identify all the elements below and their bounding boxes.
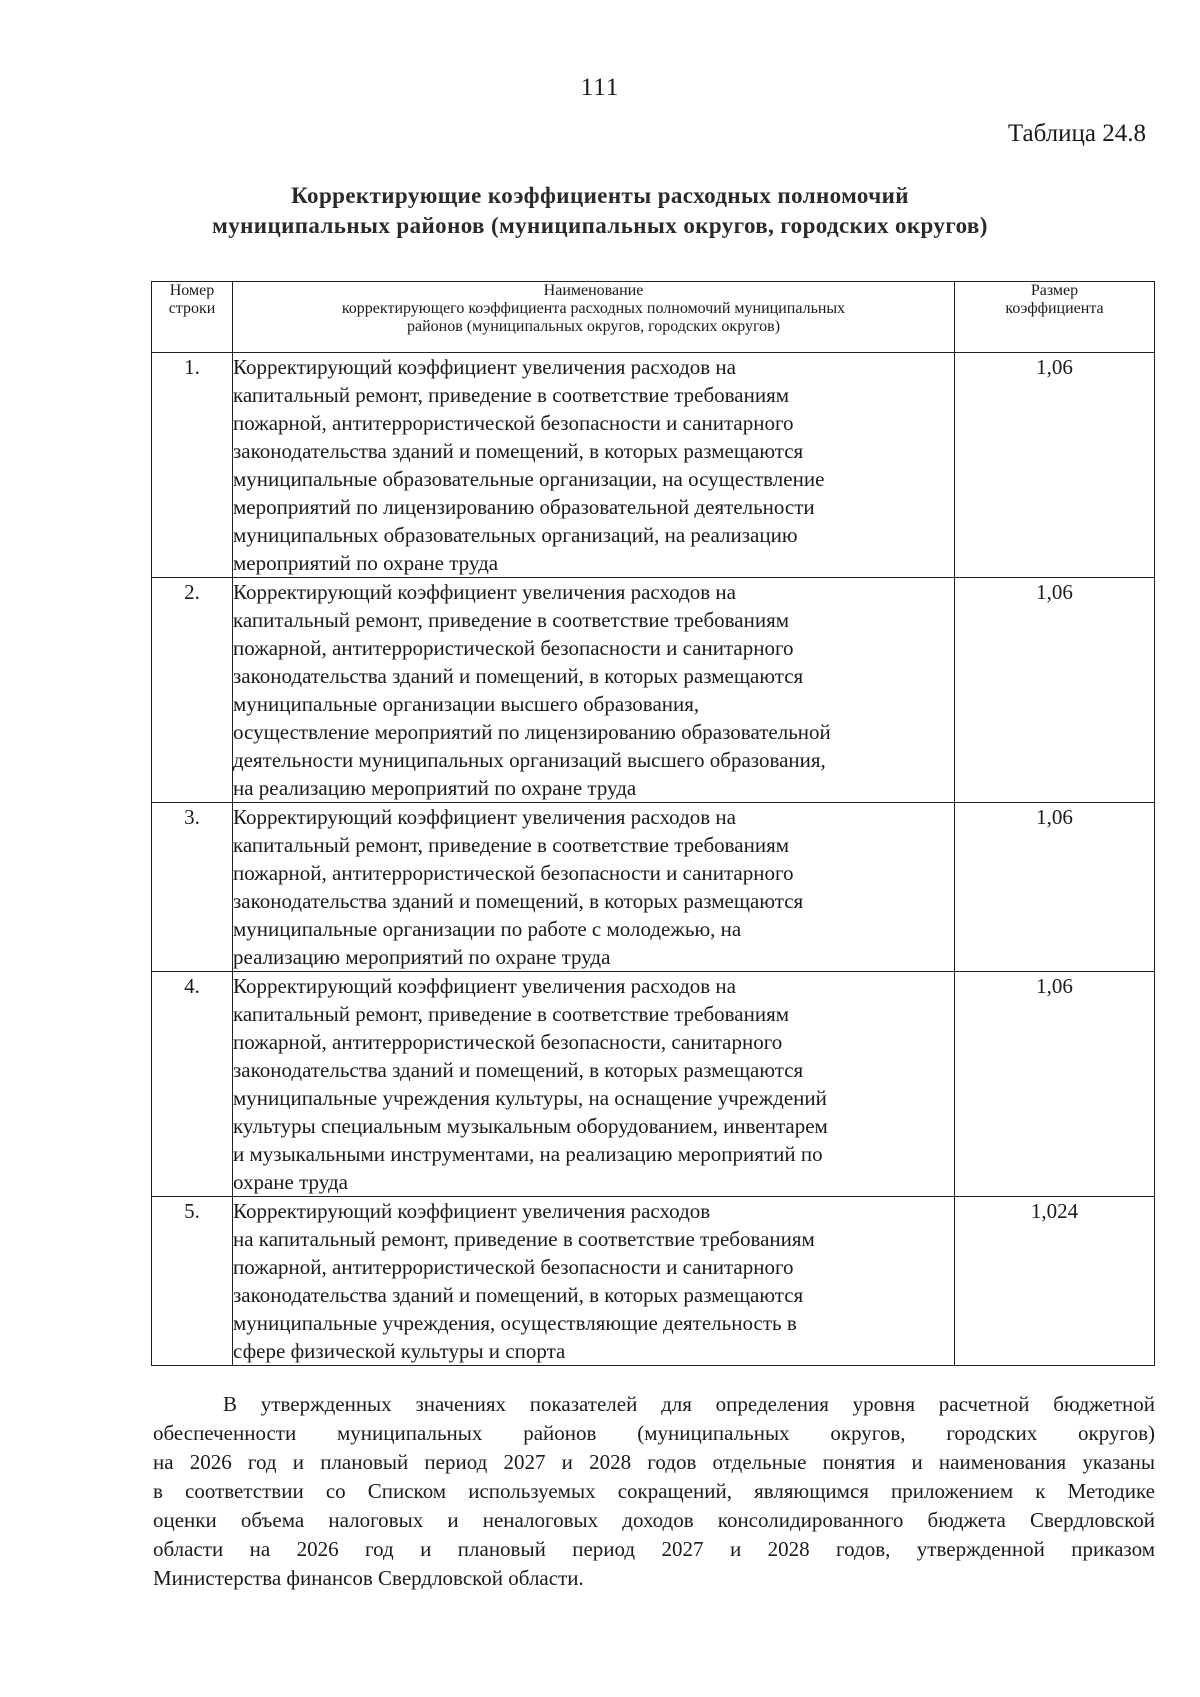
coefficient-name-line: Корректирующий коэффициент увеличения расходов xyxy=(233,1199,711,1223)
coefficient-name-line: муниципальные организации высшего образования, xyxy=(233,692,700,716)
coefficient-name-line: законодательства зданий и помещений, в которых размещаются xyxy=(233,664,804,688)
body-paragraph xyxy=(153,1390,1155,1593)
coefficient-name-line: законодательства зданий и помещений, в которых размещаются xyxy=(233,439,804,463)
coefficient-name-line: муниципальные учреждения культуры, на оснащение учреждений xyxy=(233,1086,827,1110)
coefficient-name-line: на капитальный ремонт, приведение в соответствие требованиям xyxy=(233,1227,815,1251)
header-text: Наименование xyxy=(543,282,644,299)
coefficient-name-line: капитальный ремонт, приведение в соответствие требованиям xyxy=(233,833,790,857)
coefficient-name-line: законодательства зданий и помещений, в которых размещаются xyxy=(233,1283,804,1307)
paragraph-line: оценки объема налоговых и неналоговых доходов консолидированного бюджета Свердловской xyxy=(153,1508,1155,1532)
paragraph-line: обеспеченности муниципальных районов (муниципальных округов, городских округов) xyxy=(153,1421,1155,1445)
coefficient-name-line: пожарной, антитеррористической безопасности и санитарного xyxy=(233,636,794,660)
header-text: коэффициента xyxy=(1005,300,1104,317)
coefficient-name-line: мероприятий по лицензированию образовательной деятельности xyxy=(233,495,815,519)
header-text: Номер xyxy=(169,282,215,299)
coefficient-name-line: пожарной, антитеррористической безопасности, санитарного xyxy=(233,1030,783,1054)
coefficient-name-line: законодательства зданий и помещений, в которых размещаются xyxy=(233,1058,804,1082)
header-coefficient-size xyxy=(955,282,1155,353)
table-body xyxy=(152,353,1155,1366)
coefficient-value: 1,06 xyxy=(955,803,1155,972)
coefficient-name-line: и музыкальными инструментами, на реализацию мероприятий по xyxy=(233,1142,823,1166)
coefficient-name-line: Корректирующий коэффициент увеличения расходов на xyxy=(233,974,736,998)
row-number: 4. xyxy=(152,972,233,1197)
header-text: строки xyxy=(168,300,216,317)
coefficient-value: 1,06 xyxy=(955,578,1155,803)
table-row xyxy=(152,972,1155,1197)
row-number: 2. xyxy=(152,578,233,803)
paragraph-line: на 2026 год и плановый период 2027 и 2028 годов отдельные понятия и наименования указаны xyxy=(153,1450,1155,1474)
coefficient-name-line: охране труда xyxy=(233,1170,348,1194)
coefficient-name-line: муниципальные учреждения, осуществляющие деятельность в xyxy=(233,1311,797,1335)
coefficient-name-line: Корректирующий коэффициент увеличения расходов на xyxy=(233,805,736,829)
document-title xyxy=(0,181,1200,241)
paragraph-line: в соответствии со Списком используемых сокращений, являющимся приложением к Методике xyxy=(153,1479,1155,1503)
header-coefficient-name xyxy=(233,282,955,353)
coefficient-value: 1,06 xyxy=(955,972,1155,1197)
coefficient-name-line: осуществление мероприятий по лицензированию образовательной xyxy=(233,720,831,744)
coefficient-value: 1,06 xyxy=(955,353,1155,578)
coefficient-name-line: Корректирующий коэффициент увеличения расходов на xyxy=(233,355,736,379)
coefficient-name-line: пожарной, антитеррористической безопасности и санитарного xyxy=(233,861,794,885)
header-text: корректирующего коэффициента расходных полномочий муниципальных xyxy=(341,300,846,317)
coefficient-name-line: Корректирующий коэффициент увеличения расходов на xyxy=(233,580,736,604)
coefficient-name-line: мероприятий по охране труда xyxy=(233,551,499,575)
coefficient-name-line: капитальный ремонт, приведение в соответствие требованиям xyxy=(233,1002,790,1026)
coefficient-name xyxy=(233,972,955,1197)
coefficient-name-line: капитальный ремонт, приведение в соответствие требованиям xyxy=(233,383,790,407)
coefficient-name-line: законодательства зданий и помещений, в которых размещаются xyxy=(233,889,804,913)
coefficient-name-line: на реализацию мероприятий по охране труда xyxy=(233,776,637,800)
header-row-number xyxy=(152,282,233,353)
coefficient-name-line: реализацию мероприятий по охране труда xyxy=(233,945,611,969)
coefficient-name-line: капитальный ремонт, приведение в соответствие требованиям xyxy=(233,608,790,632)
table-row xyxy=(152,1197,1155,1366)
coefficients-table xyxy=(151,281,1155,1366)
coefficient-name-line: сфере физической культуры и спорта xyxy=(233,1339,566,1363)
coefficient-name xyxy=(233,1197,955,1366)
coefficient-name-line: муниципальные образовательные организации, на осуществление xyxy=(233,467,825,491)
table-row xyxy=(152,578,1155,803)
coefficient-name-line: пожарной, антитеррористической безопасности и санитарного xyxy=(233,1255,794,1279)
coefficient-name xyxy=(233,578,955,803)
header-text: районов (муниципальных округов, городских округов) xyxy=(406,318,781,335)
row-number: 3. xyxy=(152,803,233,972)
page-number: 111 xyxy=(580,74,620,101)
paragraph-line: области на 2026 год и плановый период 2027 и 2028 годов, утвержденной приказом xyxy=(153,1537,1155,1561)
paragraph-line: В утвержденных значениях показателей для определения уровня расчетной бюджетной xyxy=(223,1392,1155,1416)
table-row xyxy=(152,803,1155,972)
header-text: Размер xyxy=(1030,282,1079,299)
table-label: Таблица 24.8 xyxy=(1007,120,1146,147)
coefficient-name-line: муниципальные организации по работе с молодежью, на xyxy=(233,917,742,941)
coefficient-name-line: пожарной, антитеррористической безопасности и санитарного xyxy=(233,411,794,435)
coefficient-name-line: культуры специальным музыкальным оборудованием, инвентарем xyxy=(233,1114,828,1138)
row-number: 5. xyxy=(152,1197,233,1366)
paragraph-line: Министерства финансов Свердловской области. xyxy=(153,1566,584,1590)
coefficient-name-line: муниципальных образовательных организаций, на реализацию xyxy=(233,523,798,547)
coefficient-value: 1,024 xyxy=(955,1197,1155,1366)
coefficient-name xyxy=(233,803,955,972)
row-number: 1. xyxy=(152,353,233,578)
coefficient-name xyxy=(233,353,955,578)
table-row xyxy=(152,353,1155,578)
coefficient-name-line: деятельности муниципальных организаций высшего образования, xyxy=(233,748,826,772)
table-header-row xyxy=(152,282,1155,353)
title-line-1: Корректирующие коэффициенты расходных полномочий xyxy=(291,183,909,208)
title-line-2: муниципальных районов (муниципальных округов, городских округов) xyxy=(212,213,988,238)
